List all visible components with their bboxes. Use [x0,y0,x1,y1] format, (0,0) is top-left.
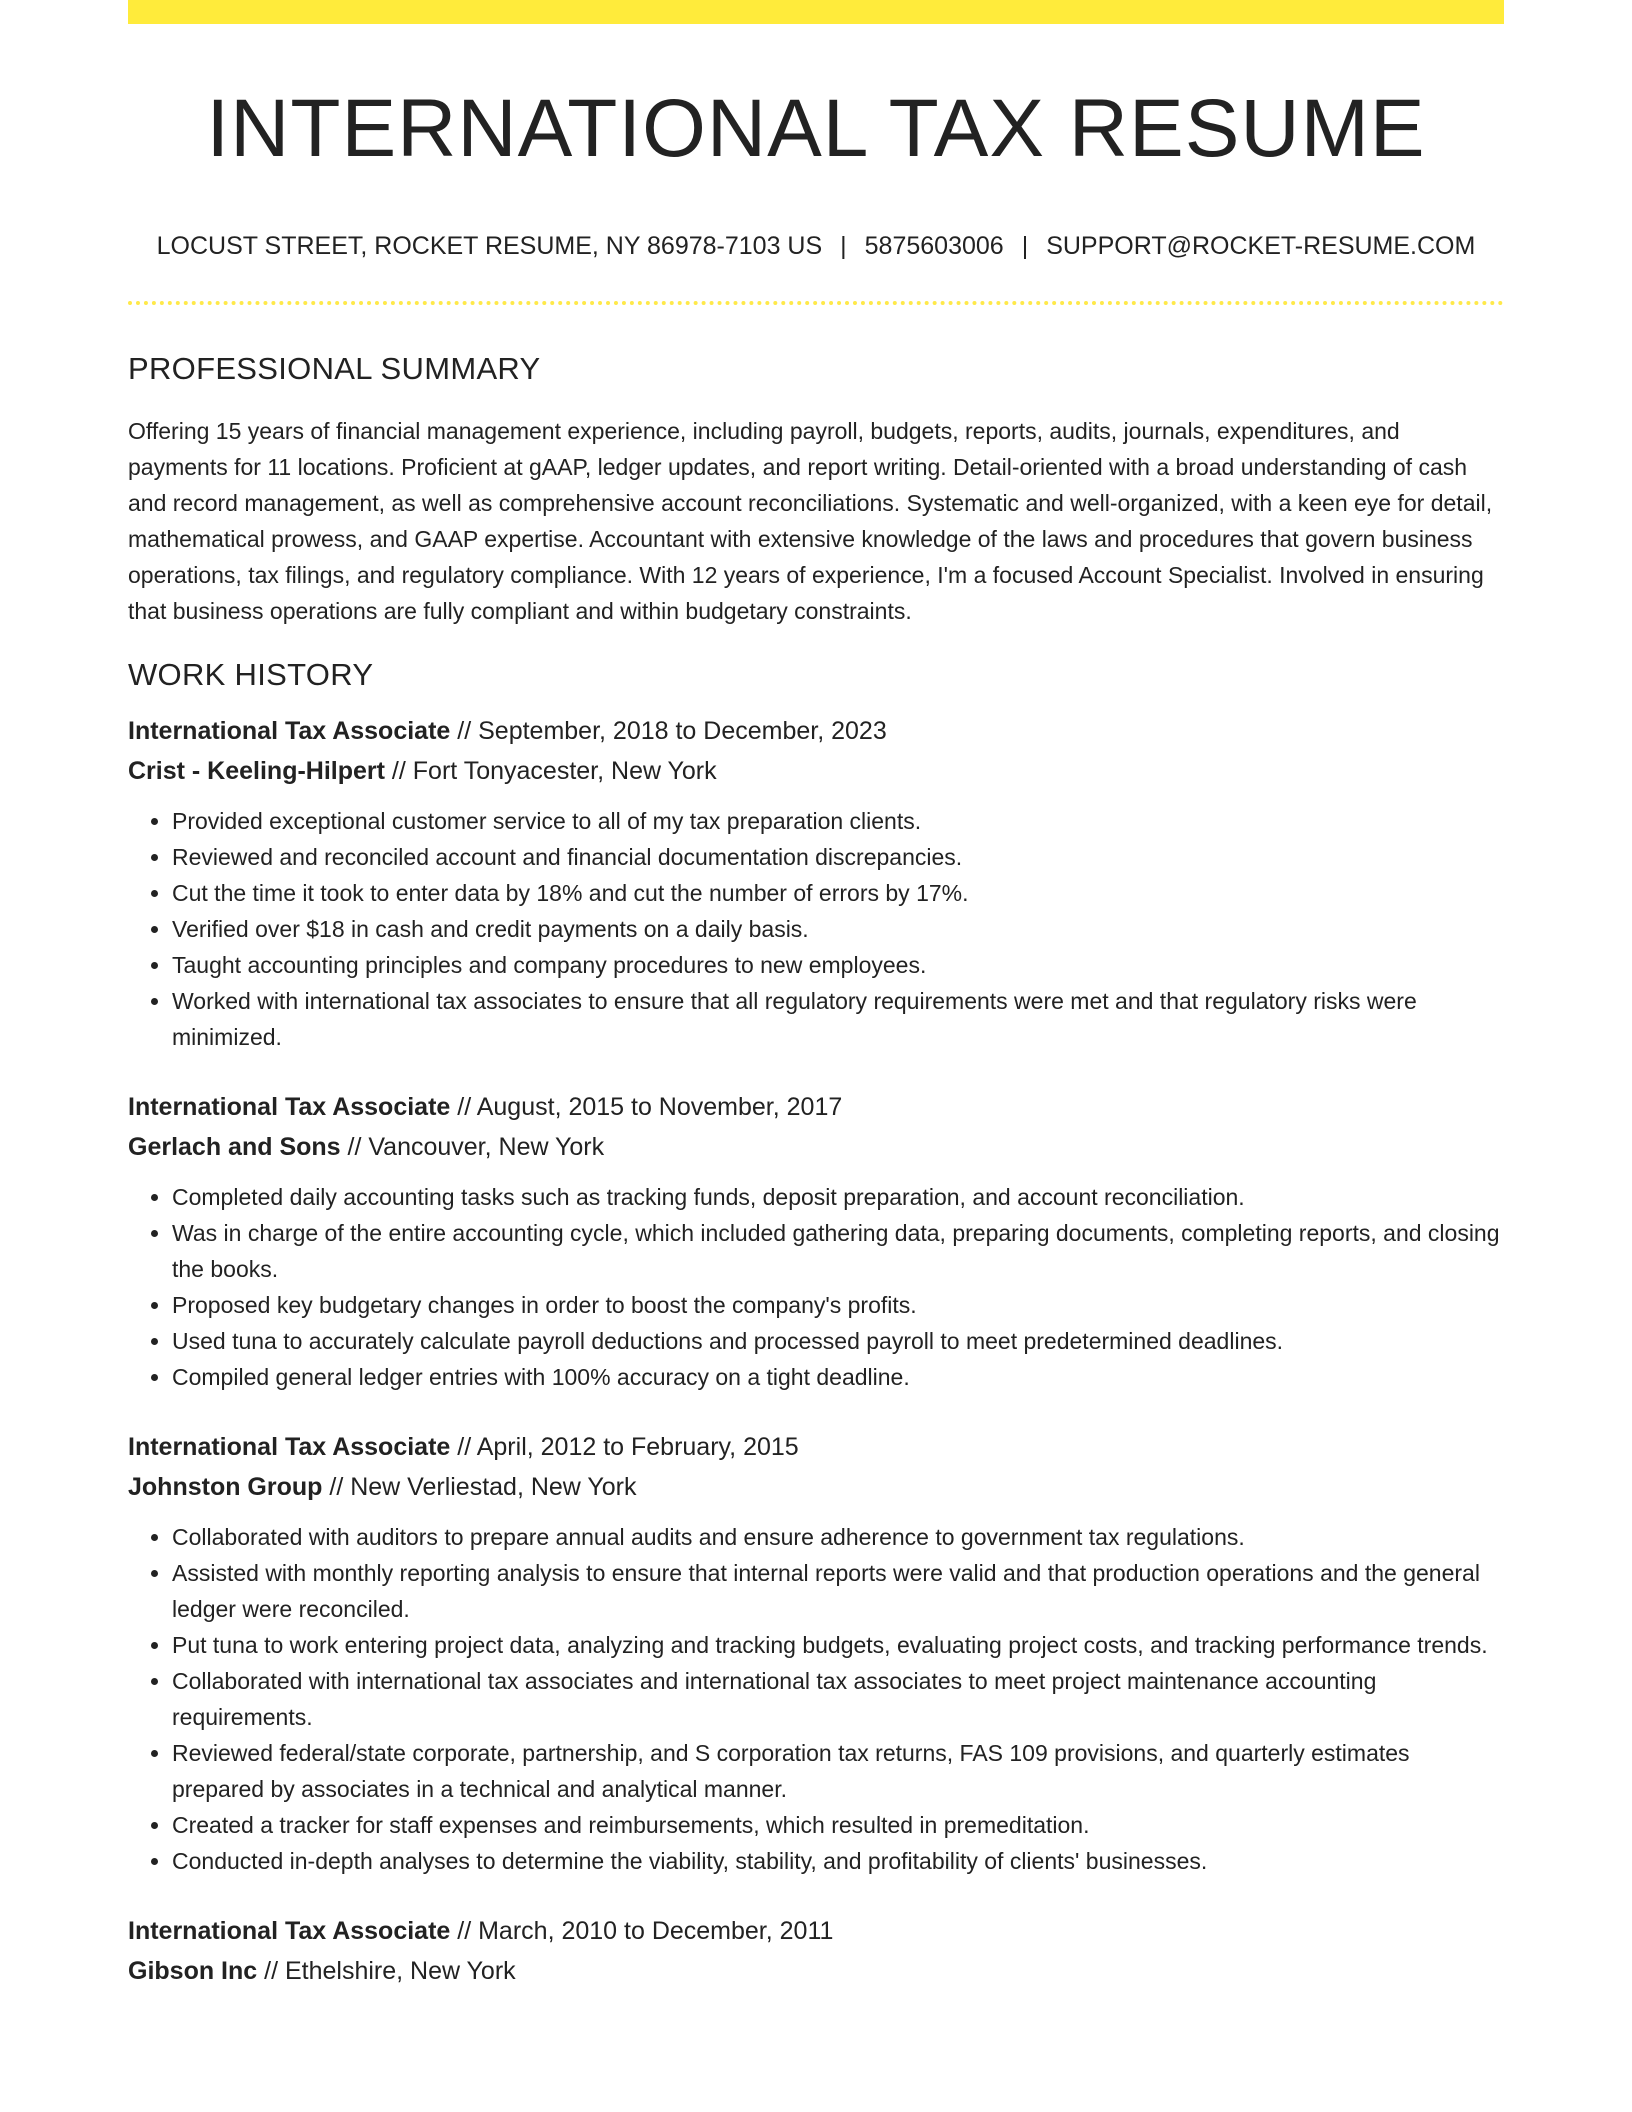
job-company: Johnston Group [128,1473,323,1502]
job-company: Gerlach and Sons [128,1133,341,1162]
job-bullet: • Used tuna to accurately calculate payroll deductions and processed payroll to meet predetermined deadlines. [172,1323,1504,1359]
job-entry [128,711,1504,1055]
summary-heading: PROFESSIONAL SUMMARY [128,351,541,387]
contact-phone: 5875603006 [864,232,1004,261]
job-title-line [128,1911,1504,1951]
job-bullet: • Conducted in-depth analyses to determine the viability, stability, and profitability of clients' businesses. [172,1843,1504,1879]
job-bullet: • Proposed key budgetary changes in order to boost the company's profits. [172,1287,1504,1323]
job-dates: // September, 2018 to December, 2023 [450,717,887,746]
job-title: International Tax Associate [128,717,451,746]
resume-content [128,24,1504,1991]
job-bullet: • Was in charge of the entire accounting cycle, which included gathering data, preparing documents, completing reports, and closing the books. [172,1215,1504,1287]
job-company: Crist - Keeling-Hilpert [128,757,385,786]
job-bullet: • Collaborated with auditors to prepare annual audits and ensure adherence to government tax regulations. [172,1519,1504,1555]
job-company-line [128,1467,1504,1507]
job-entry [128,1911,1504,1991]
job-title-line [128,711,1504,751]
job-dates: // April, 2012 to February, 2015 [450,1433,799,1462]
job-location: // Ethelshire, New York [257,1957,516,1986]
contact-separator: | [840,232,847,261]
summary-text: Offering 15 years of financial management experience, including payroll, budgets, reports, audits, journals, expenditures, and payments for 11 locations. Proficient at gAAP, ledger updates, and report writing. Detail-oriented with a broad understanding of cash and record management, as well as comprehensive account reconciliations. Systematic and well-organized, with a keen eye for detail, mathematical prowess, and GAAP expertise. Accountant with extensive knowledge of the laws and procedures that govern business operations, tax filings, and regulatory compliance. With 12 years of experience, I'm a focused Account Specialist. Involved in ensuring that business operations are fully compliant and within budgetary constraints. [128,418,1493,625]
job-company-line [128,751,1504,791]
job-title: International Tax Associate [128,1433,451,1462]
job-bullet: • Reviewed and reconciled account and financial documentation discrepancies. [172,839,1504,875]
job-title: International Tax Associate [128,1093,451,1122]
job-title-line [128,1087,1504,1127]
job-bullets [128,1179,1504,1395]
job-entry [128,1427,1504,1879]
job-bullet: • Put tuna to work entering project data, analyzing and tracking budgets, evaluating project costs, and tracking performance trends. [172,1627,1504,1663]
job-dates: // March, 2010 to December, 2011 [450,1917,834,1946]
job-bullets [128,1519,1504,1879]
job-location: // New Verliestad, New York [322,1473,637,1502]
job-bullet: • Completed daily accounting tasks such as tracking funds, deposit preparation, and account reconciliation. [172,1179,1504,1215]
job-location: // Vancouver, New York [340,1133,605,1162]
work-history [128,711,1504,1991]
dotted-divider [128,301,1504,305]
job-bullet: • Verified over $18 in cash and credit payments on a daily basis. [172,911,1504,947]
job-bullet: • Collaborated with international tax associates and international tax associates to meet project maintenance accounting requirements. [172,1663,1504,1735]
job-bullet: • Assisted with monthly reporting analysis to ensure that internal reports were valid and that production operations and the general ledger were reconciled. [172,1555,1504,1627]
job-bullet: • Worked with international tax associates to ensure that all regulatory requirements were met and that regulatory risks were minimized. [172,983,1504,1055]
job-bullets [128,803,1504,1055]
job-bullet: • Reviewed federal/state corporate, partnership, and S corporation tax returns, FAS 109 provisions, and quarterly estimates prepared by associates in a technical and analytical manner. [172,1735,1504,1807]
job-entry [128,1087,1504,1395]
job-bullet: • Cut the time it took to enter data by 18% and cut the number of errors by 17%. [172,875,1504,911]
job-title-line [128,1427,1504,1467]
contact-line [128,232,1504,261]
job-bullet: • Compiled general ledger entries with 100% accuracy on a tight deadline. [172,1359,1504,1395]
job-location: // Fort Tonyacester, New York [384,757,717,786]
job-title: International Tax Associate [128,1917,451,1946]
contact-separator: | [1021,232,1029,261]
job-bullet: • Provided exceptional customer service to all of my tax preparation clients. [172,803,1504,839]
job-bullet: • Taught accounting principles and company procedures to new employees. [172,947,1504,983]
contact-email: SUPPORT@ROCKET-RESUME.COM [1046,232,1476,261]
job-company: Gibson Inc [128,1957,258,1986]
resume-title: INTERNATIONAL TAX RESUME [206,83,1426,174]
contact-address: LOCUST STREET, ROCKET RESUME, NY 86978-7103 US [156,232,823,261]
work-heading: WORK HISTORY [128,657,374,693]
job-company-line [128,1127,1504,1167]
job-bullet: • Created a tracker for staff expenses and reimbursements, which resulted in premeditation. [172,1807,1504,1843]
job-dates: // August, 2015 to November, 2017 [450,1093,843,1122]
job-company-line [128,1951,1504,1991]
accent-bar [128,0,1504,24]
